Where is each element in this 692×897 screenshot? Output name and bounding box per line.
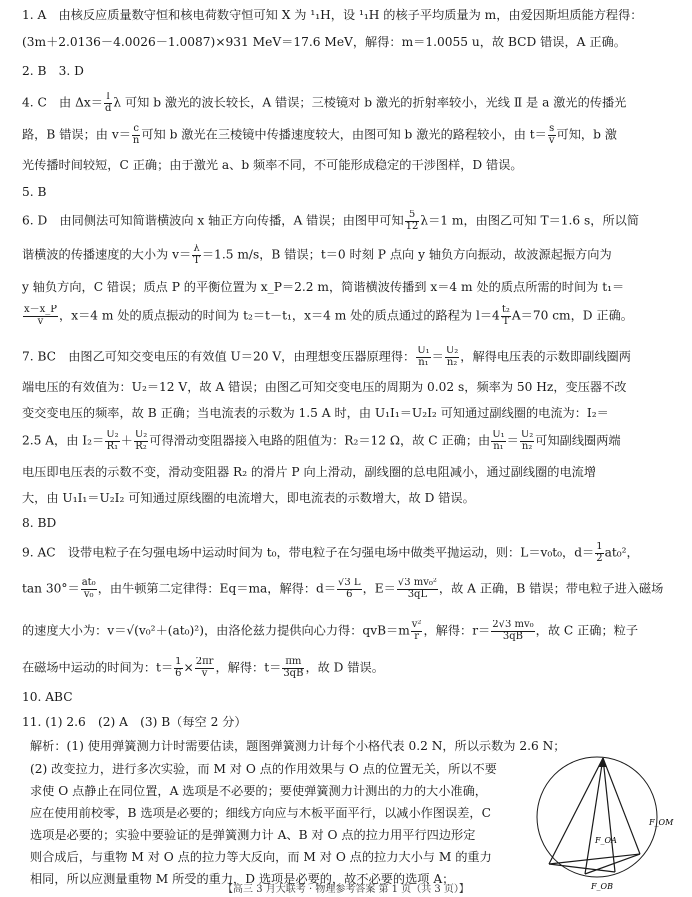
- fraction: [416, 346, 430, 368]
- text: 路，B 错误；由 v＝: [22, 127, 131, 142]
- denominator: 3qB: [283, 667, 304, 679]
- denominator: T: [193, 254, 200, 266]
- label-fob: F_OB: [591, 882, 613, 891]
- text: 可知 b 激光在三棱镜中传播速度较大，由图可知 b 激光的路程较小，由 t＝: [141, 127, 547, 142]
- fraction: [445, 346, 459, 368]
- denominator: 6: [175, 667, 182, 679]
- denominator: n₂: [446, 356, 458, 368]
- text: ×: [183, 660, 194, 675]
- fraction: [405, 210, 420, 232]
- q6-line-2: [22, 244, 670, 266]
- text: 7. BC 由图乙可知交变电压的有效值 U＝20 V，由理想变压器原理得：: [22, 349, 416, 364]
- q7-line-6: 大，由 U₁I₁＝U₂I₂ 可知通过原线圈的电流增大，即电流表的示数增大，故 D 错误。: [22, 491, 475, 505]
- fraction: [548, 124, 556, 146]
- denominator: r: [414, 630, 419, 642]
- q7-line-1: [22, 346, 670, 368]
- numerator: √3 mv₀²: [397, 578, 437, 588]
- q11-analysis-line-7: 相同，所以应测量重物 M 所受的重力，D 选项是必要的，故不必要的选项 A；: [30, 872, 455, 886]
- q11-analysis-line-6: 则合成后，与重物 M 对 O 点的拉力等大反向，而 M 对 O 点的拉力大小与 M 的重力: [30, 850, 492, 864]
- numerator: πm: [282, 657, 304, 669]
- text: ，E＝: [362, 581, 396, 596]
- numerator: λ: [193, 244, 200, 254]
- numerator: v²: [411, 620, 422, 630]
- q4-line-1: [22, 92, 670, 114]
- text: ＝: [431, 349, 444, 364]
- q4-line-3: 光传播时间较短，C 正确；由于激光 a、b 频率不同，不可能形成稳定的干涉图样，D 错误。: [22, 158, 523, 172]
- fraction: [411, 620, 423, 642]
- q9-line-2: [22, 578, 670, 600]
- text: ，x＝4 m 处的质点振动的时间为 t₂＝t－t₁，x＝4 m 处的质点通过的路程为 l＝4: [59, 308, 500, 323]
- label-foa: F_OA: [595, 836, 617, 845]
- q11-analysis-line-2: (2) 改变拉力，进行多次实验，而 M 对 O 点的作用效果与 O 点的位置无关，所以不要: [30, 762, 497, 776]
- label-fom: F_OM: [649, 818, 674, 827]
- text: ，故 A 正确，B 错误；带电粒子进入磁场: [438, 581, 664, 596]
- numerator: l: [104, 92, 112, 104]
- text: A＝70 cm，D 正确。: [511, 308, 633, 323]
- text: 9. AC 设带电粒子在匀强电场中运动时间为 t₀，带电粒子在匀强电场中做类平抛运动，则：L＝v₀t₀，d＝: [22, 545, 595, 560]
- text: ，解得电压表的示数即副线圈两: [460, 349, 631, 364]
- force-diagram: [515, 755, 685, 893]
- text: λ＝1 m，由图乙可知 T＝1.6 s，所以简: [420, 213, 640, 228]
- fraction: [491, 430, 505, 452]
- denominator: R₂: [135, 440, 147, 452]
- fraction: [174, 657, 182, 679]
- fraction: [337, 578, 362, 600]
- text: 可得滑动变阻器接入电路的阻值为：R₂＝12 Ω，故 C 正确；由: [149, 433, 491, 448]
- numerator: U₂: [520, 430, 534, 440]
- q9-line-3: [22, 620, 670, 642]
- numerator: U₂: [134, 430, 148, 440]
- fraction: [595, 542, 603, 564]
- fraction: [491, 620, 534, 642]
- q6-line-1: [22, 210, 670, 232]
- fraction: [195, 657, 215, 679]
- text: tan 30°＝: [22, 581, 80, 596]
- q11-analysis-line-5: 选项是必要的；实验中要验证的是弹簧测力计 A、B 对 O 点的拉力用平行四边形定: [30, 828, 476, 842]
- text: ＋: [120, 433, 133, 448]
- text: ，解得：r＝: [423, 623, 491, 638]
- q6-line-3: y 轴负方向，C 错误；质点 P 的平衡位置为 x_P＝2.2 m，简谐横波传播到 x＝4 m 处的质点所需的时间为 t₁＝: [22, 280, 625, 294]
- page-footer: 【高三 3 月大联考 · 物理参考答案 第 1 页（共 3 页）】: [223, 884, 469, 895]
- numerator: 1: [596, 542, 603, 552]
- numerator: 1: [175, 657, 182, 667]
- q11-analysis-line-3: 求使 O 点静止在同位置，A 选项是不必要的；要使弹簧测力计测出的力的大小准确，: [30, 784, 487, 798]
- fraction: [520, 430, 534, 452]
- denominator: 6: [346, 588, 353, 600]
- text: 可知副线圈两端: [535, 433, 621, 448]
- fraction: [23, 305, 58, 327]
- text: 4. C 由 Δx＝: [22, 95, 103, 110]
- denominator: n₂: [521, 440, 533, 452]
- q1-line-2: (3m＋2.0136－4.0026－1.0087)×931 MeV＝17.6 MeV，解得：m＝1.0055 u，故 BCD 错误，A 正确。: [22, 35, 626, 49]
- q7-line-5: 电压即电压表的示数不变，滑动变阻器 R₂ 的滑片 P 向上滑动，副线圈的总电阻减小，通过副线圈的电流增: [22, 465, 597, 479]
- q7-line-3: 变交变电压的频率，故 B 正确；当电流表的示数为 1.5 A 时，由 U₁I₁＝U₂I₂ 可知通过副线圈的电流为：I₂＝: [22, 406, 609, 420]
- text: ，解得：t＝: [215, 660, 282, 675]
- fraction: [105, 430, 119, 452]
- text: ，故 D 错误。: [305, 660, 384, 675]
- numerator: s: [549, 124, 555, 134]
- numerator: U₁: [417, 346, 430, 356]
- denominator: 3qL: [407, 588, 428, 600]
- q4-line-2: [22, 124, 670, 146]
- numerator: 2πr: [195, 657, 214, 667]
- q11-analysis-line-4: 应在使用前校零，B 选项是必要的；细线方向应与木板平面平行，以减小作图误差，C: [30, 806, 491, 820]
- q5-answer: 5. B: [22, 185, 47, 199]
- q9-line-1: [22, 542, 670, 564]
- q11-analysis-line-1: 解析：(1) 使用弹簧测力计时需要估读，题图弹簧测力计每个小格代表 0.2 N，所以示数为 2.6 N；: [30, 739, 566, 753]
- parallelogram-edge-3: [549, 864, 615, 872]
- numerator: x－x_P: [24, 305, 58, 315]
- fraction: [501, 305, 511, 327]
- q9-line-4: [22, 657, 670, 679]
- text: 在磁场中运动的时间为：t＝: [22, 660, 174, 675]
- text: ＝1.5 m/s，B 错误；t＝0 时刻 P 点向 y 轴负方向振动，故波源起振方向为: [201, 247, 612, 262]
- denominator: 12: [405, 220, 419, 232]
- q11-heading: 11. (1) 2.6 (2) A (3) B（每空 2 分）: [22, 715, 247, 729]
- text: 6. D 由同侧法可知简谐横波向 x 轴正方向传播，A 错误；由图甲可知: [22, 213, 404, 228]
- q1-line-1: 1. A 由核反应质量数守恒和核电荷数守恒可知 X 为 ¹₁H，设 ¹₁H 的核子平均质量为 m，由爱因斯坦质能方程得：: [22, 8, 643, 22]
- numerator: √3 L: [338, 578, 361, 588]
- q7-line-4: [22, 430, 670, 452]
- fraction: [192, 244, 201, 266]
- denominator: d: [104, 102, 112, 114]
- denominator: v: [548, 134, 555, 146]
- numerator: t₂: [501, 305, 510, 315]
- q2-3-answers: 2. B 3. D: [22, 64, 84, 78]
- denominator: 3qB: [502, 630, 523, 642]
- denominator: n₁: [493, 440, 504, 452]
- text: ，由牛顿第二定律得：Eq＝ma，解得：d＝: [97, 581, 337, 596]
- text: 可知，b 激: [556, 127, 617, 142]
- fraction: [132, 124, 140, 146]
- numerator: c: [133, 124, 139, 134]
- fraction: [104, 92, 112, 114]
- denominator: R₁: [106, 440, 119, 452]
- q7-line-2: 端电压的有效值为：U₂＝12 V，故 A 错误；由图乙可知交变电压的周期为 0.02 s，频率为 50 Hz，变压器不改: [22, 380, 627, 394]
- denominator: v: [201, 667, 208, 679]
- denominator: v₀: [83, 588, 94, 600]
- text: λ 可知 b 激光的波长较长，A 错误；三棱镜对 b 激光的折射率较小，光线 Ⅱ 是 a 激光的传播光: [113, 95, 627, 110]
- numerator: at₀: [81, 578, 96, 588]
- numerator: 2√3 mv₀: [492, 620, 534, 630]
- text: ＝: [506, 433, 519, 448]
- text: 的速度大小为：v＝√(v₀²＋(at₀)²)，由洛伦兹力提供向心力得：qvB＝m: [22, 623, 410, 638]
- text: 2.5 A，由 I₂＝: [22, 433, 105, 448]
- fraction: [81, 578, 97, 600]
- fraction: [134, 430, 148, 452]
- fraction: [282, 657, 304, 679]
- numerator: U₁: [492, 430, 505, 440]
- denominator: n: [132, 134, 140, 146]
- numerator: U₂: [106, 430, 119, 440]
- text: 谐横波的传播速度的大小为 v＝: [22, 247, 192, 262]
- denominator: v: [37, 315, 44, 327]
- numerator: 5: [405, 210, 420, 222]
- q8-answer: 8. BD: [22, 516, 57, 530]
- q6-line-4: [22, 305, 670, 327]
- denominator: 2: [596, 552, 603, 564]
- text: ，故 C 正确；粒子: [535, 623, 639, 638]
- text: at₀²，: [604, 545, 639, 560]
- numerator: U₂: [445, 346, 459, 356]
- fraction: [397, 578, 438, 600]
- denominator: n₁: [418, 356, 429, 368]
- denominator: T: [502, 315, 510, 327]
- q10-answer: 10. ABC: [22, 690, 73, 704]
